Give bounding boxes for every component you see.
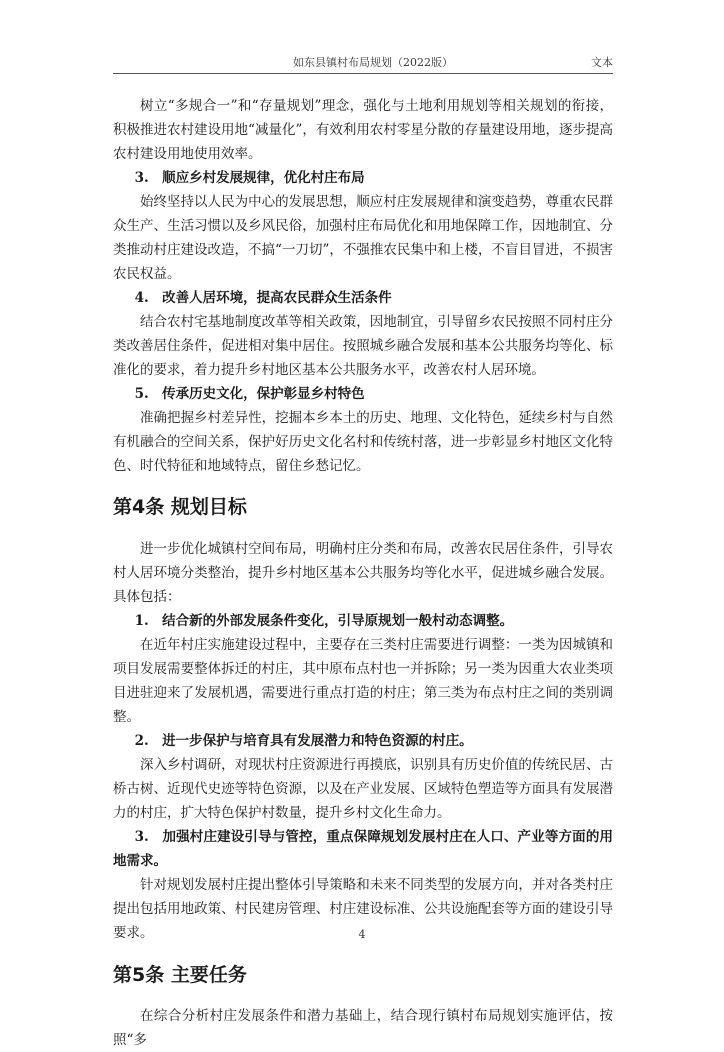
article-4-heading: 第4条 规划目标 <box>113 496 247 518</box>
paragraph: 在综合分析村庄发展条件和潜力基础上，结合现行镇村布局规划实施评估，按照“多 <box>113 1008 613 1048</box>
item-heading: 1. 结合新的外部发展条件变化，引导原规划一般村动态调整。 <box>134 613 514 629</box>
document-title: 如东县镇村布局规划（2022版） <box>293 56 453 69</box>
page-header <box>113 52 613 72</box>
paragraph: 进一步优化城镇村空间布局，明确村庄分类和布局，改善农民居住条件，引导农村人居环境分类整治，提升乡村地区基本公共服务均等化水平，促进城乡融合发展。具体包括： <box>113 541 613 605</box>
item-heading: 3. 加强村庄建设引导与管控，重点保障规划发展村庄在人口、产业等方面的用地需求。 <box>113 829 613 869</box>
page-number: 4 <box>358 928 366 941</box>
paragraph: 始终坚持以人民为中心的发展思想，顺应村庄发展规律和演变趋势，尊重农民群众生产、生活习惯以及乡风民俗，加强村庄布局优化和用地保障工作，因地制宜、分类推动村庄建设改造，不搞“一刀切”，不强推农民集中和上楼，不盲目冒进，不损害农民权益。 <box>113 194 613 282</box>
item-heading: 3. 顺应乡村发展规律，优化村庄布局 <box>134 170 365 186</box>
article-5-heading: 第5条 主要任务 <box>113 964 247 986</box>
header-divider <box>113 73 613 74</box>
item-heading: 2. 进一步保护与培育具有发展潜力和特色资源的村庄。 <box>134 733 473 749</box>
paragraph: 在近年村庄实施建设过程中，主要存在三类村庄需要进行调整：一类为因城镇和项目发展需要整体拆迁的村庄，其中原布点村也一并拆除；另一类为因重大农业类项目进驻迎来了发展机遇，需要进行重点打造的村庄；第三类为布点村庄之间的类别调整。 <box>113 637 613 725</box>
page-body <box>113 94 613 1052</box>
paragraph: 准确把握乡村差异性，挖掘本乡本土的历史、地理、文化特色，延续乡村与自然有机融合的空间关系，保护好历史文化名村和传统村落，进一步彰显乡村地区文化特色、时代特征和地域特点，留住乡愁记忆。 <box>113 410 613 474</box>
section-label: 文本 <box>591 56 613 69</box>
paragraph: 结合农村宅基地制度改革等相关政策，因地制宜，引导留乡农民按照不同村庄分类改善居住条件，促进相对集中居住。按照城乡融合发展和基本公共服务均等化、标准化的要求，着力提升乡村地区基本公共服务水平，改善农村人居环境。 <box>113 314 613 378</box>
item-heading: 4. 改善人居环境，提高农民群众生活条件 <box>134 290 392 306</box>
paragraph: 树立“多规合一”和“存量规划”理念，强化与土地利用规划等相关规划的衔接，积极推进农村建设用地“减量化”，有效利用农村零星分散的存量建设用地，逐步提高农村建设用地使用效率。 <box>113 98 613 162</box>
paragraph: 针对规划发展村庄提出整体引导策略和未来不同类型的发展方向，并对各类村庄提出包括用地政策、村民建房管理、村庄建设标准、公共设施配套等方面的建设引导要求。 <box>113 877 613 941</box>
paragraph: 深入乡村调研，对现状村庄资源进行再摸底，识别具有历史价值的传统民居、古桥古树、近现代史迹等特色资源，以及在产业发展、区域特色塑造等方面具有发展潜力的村庄，扩大特色保护村数量，提升乡村文化生命力。 <box>113 757 613 821</box>
item-heading: 5. 传承历史文化，保护彰显乡村特色 <box>134 386 365 402</box>
